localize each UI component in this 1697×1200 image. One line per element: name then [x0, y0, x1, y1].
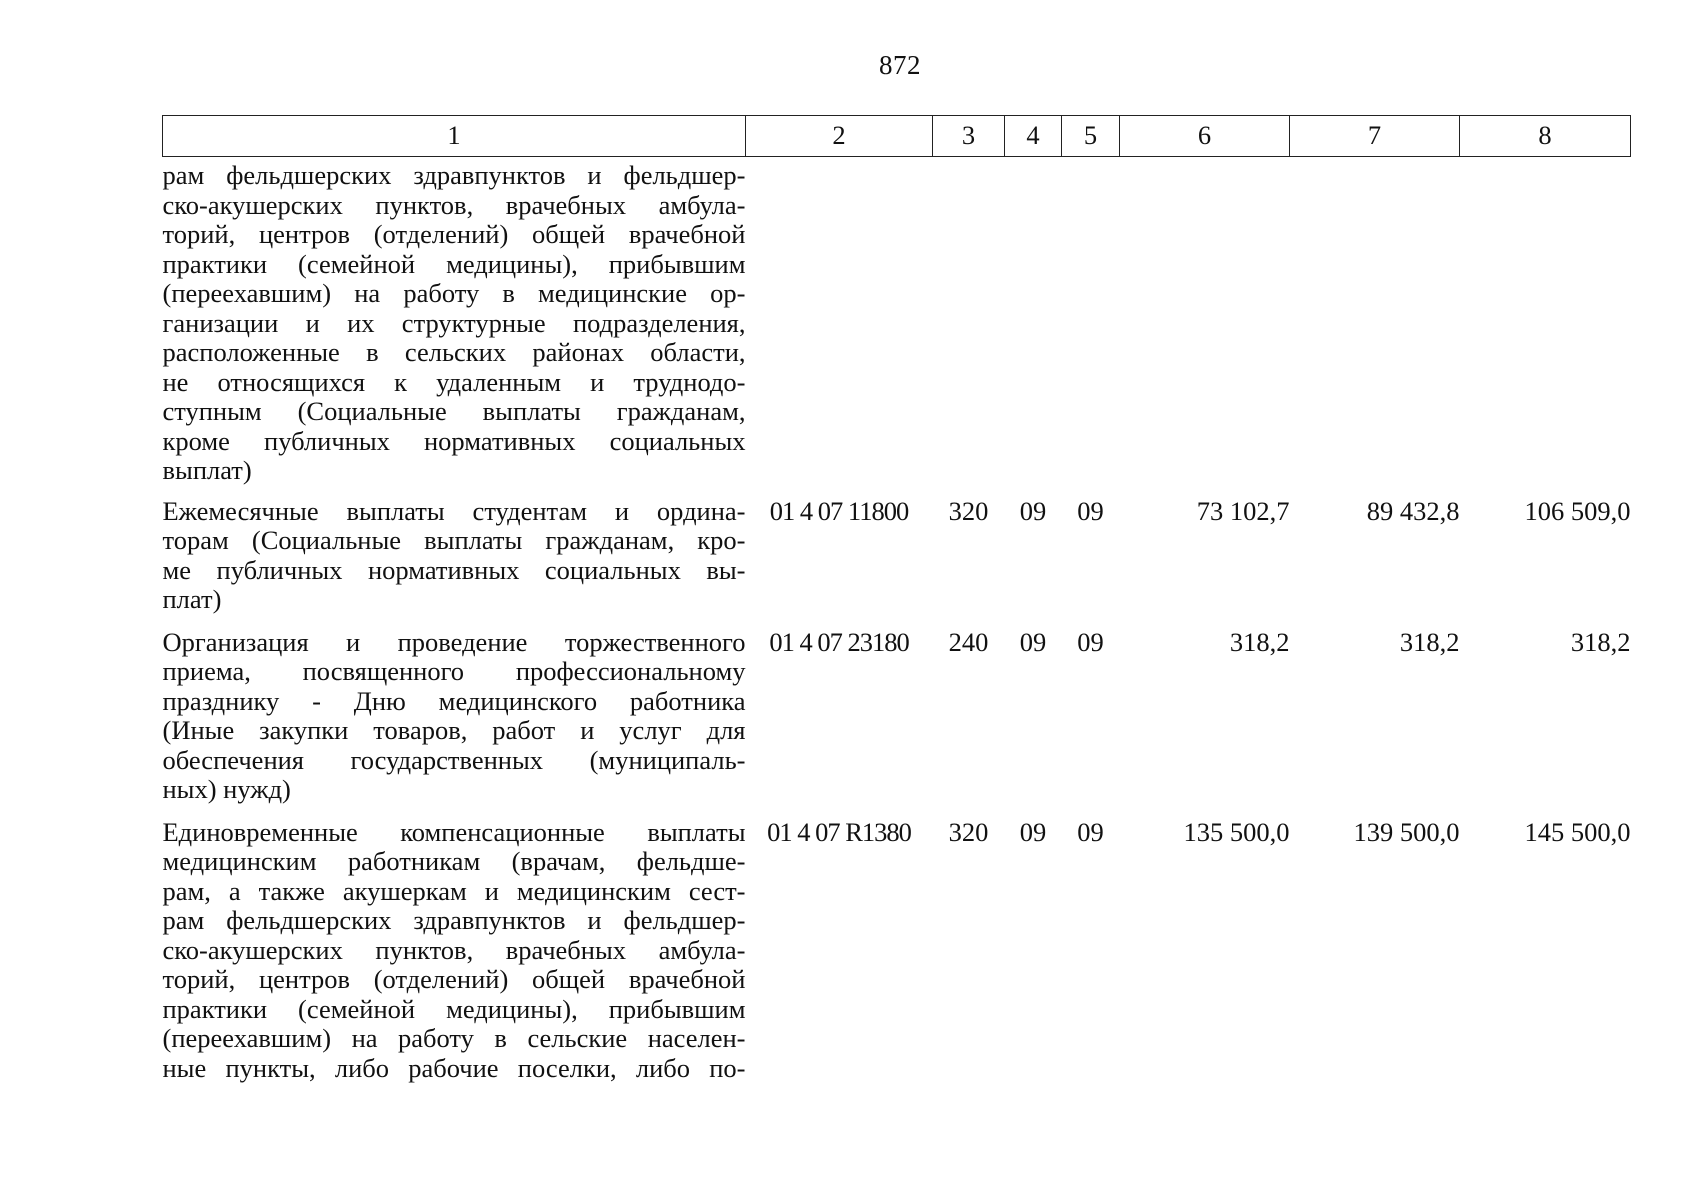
description-line: практики (семейной медицины), прибывшим: [162, 993, 746, 1024]
amount-col6: 318,2: [1229, 626, 1290, 657]
description-line: кроме публичных нормативных социальных: [162, 425, 746, 456]
description-line: ско-акушерских пунктов, врачебных амбула-: [162, 189, 746, 220]
column-header: 6: [1120, 116, 1290, 157]
target-article-code: 01 4 07 11800: [769, 495, 909, 526]
description-line: празднику - Дню медицинского работника: [162, 685, 746, 716]
description-line: (переехавшим) на работу в сельские населен-: [162, 1023, 746, 1053]
description-line: рам фельдшерских здравпунктов и фельдшер-: [162, 160, 746, 190]
subsection-code: 09: [1077, 816, 1104, 847]
table-row: [163, 807, 1631, 1086]
description-line: Единовременные компенсационные выплаты: [162, 816, 746, 847]
description-line: рам, а также акушеркам и медицинским сест-: [162, 875, 746, 906]
description-line: ме публичных нормативных социальных вы-: [162, 554, 746, 585]
description-line: ные пункты, либо рабочие поселки, либо по-: [162, 1052, 746, 1083]
table-row: [163, 617, 1631, 807]
subsection-code: 09: [1077, 626, 1104, 657]
amount-col7: 139 500,0: [1353, 816, 1460, 847]
amount-col6: 135 500,0: [1183, 816, 1290, 847]
column-header: 7: [1290, 116, 1460, 157]
column-header: 5: [1062, 116, 1120, 157]
amount-col6: 73 102,7: [1196, 495, 1290, 526]
amount-col7: 89 432,8: [1366, 495, 1460, 526]
column-header: 2: [746, 116, 933, 157]
description-line: Организация и проведение торжественного: [162, 626, 746, 657]
description-line: Ежемесячные выплаты студентам и ордина-: [162, 495, 746, 526]
row-description: [163, 617, 746, 807]
description-line: торам (Социальные выплаты гражданам, кро-: [162, 525, 746, 555]
section-code: 09: [1019, 495, 1047, 526]
row-description: [163, 157, 746, 486]
table-row: [163, 486, 1631, 617]
description-line: выплат): [162, 455, 252, 485]
description-line: ных) нужд): [162, 774, 291, 804]
description-line: медицинским работникам (врачам, фельдше-: [162, 846, 746, 876]
column-header: 8: [1460, 116, 1631, 157]
description-line: рам фельдшерских здравпунктов и фельдшер-: [162, 905, 746, 935]
description-line: практики (семейной медицины), прибывшим: [162, 248, 746, 279]
amount-col8: 318,2: [1570, 626, 1631, 657]
expense-type-code: 320: [948, 495, 989, 526]
row-description: [163, 486, 746, 617]
header-row: [163, 116, 1631, 157]
description-line: обеспечения государственных (муниципаль-: [162, 744, 746, 775]
amount-col8: 106 509,0: [1524, 495, 1631, 526]
table-row-continued: [163, 157, 1631, 486]
description-line: приема, посвященного профессиональному: [162, 656, 746, 686]
description-line: торий, центров (отделений) общей врачебной: [162, 964, 746, 994]
column-header: 3: [933, 116, 1005, 157]
description-line: плат): [162, 584, 222, 614]
amount-col8: 145 500,0: [1524, 816, 1631, 847]
amount-col7: 318,2: [1399, 626, 1460, 657]
description-line: ско-акушерских пунктов, врачебных амбула-: [162, 934, 746, 965]
description-line: ступным (Социальные выплаты гражданам,: [162, 396, 746, 426]
row-description: [163, 807, 746, 1086]
target-article-code: 01 4 07 R1380: [767, 816, 911, 847]
target-article-code: 01 4 07 23180: [769, 626, 909, 657]
description-line: торий, центров (отделений) общей врачебной: [162, 219, 746, 249]
page-number: 872: [879, 50, 921, 80]
column-header: 4: [1005, 116, 1062, 157]
expense-type-code: 320: [948, 816, 989, 847]
description-line: не относящихся к удаленным и труднодо-: [162, 366, 746, 397]
description-line: расположенные в сельских районах области,: [162, 337, 746, 367]
budget-table: [162, 115, 1631, 1085]
description-line: ганизации и их структурные подразделения,: [162, 307, 746, 338]
expense-type-code: 240: [948, 626, 989, 657]
subsection-code: 09: [1077, 495, 1104, 526]
section-code: 09: [1019, 626, 1047, 657]
column-header: 1: [163, 116, 746, 157]
section-code: 09: [1019, 816, 1047, 847]
description-line: (Иные закупки товаров, работ и услуг для: [162, 715, 746, 745]
description-line: (переехавшим) на работу в медицинские ор-: [162, 278, 746, 308]
